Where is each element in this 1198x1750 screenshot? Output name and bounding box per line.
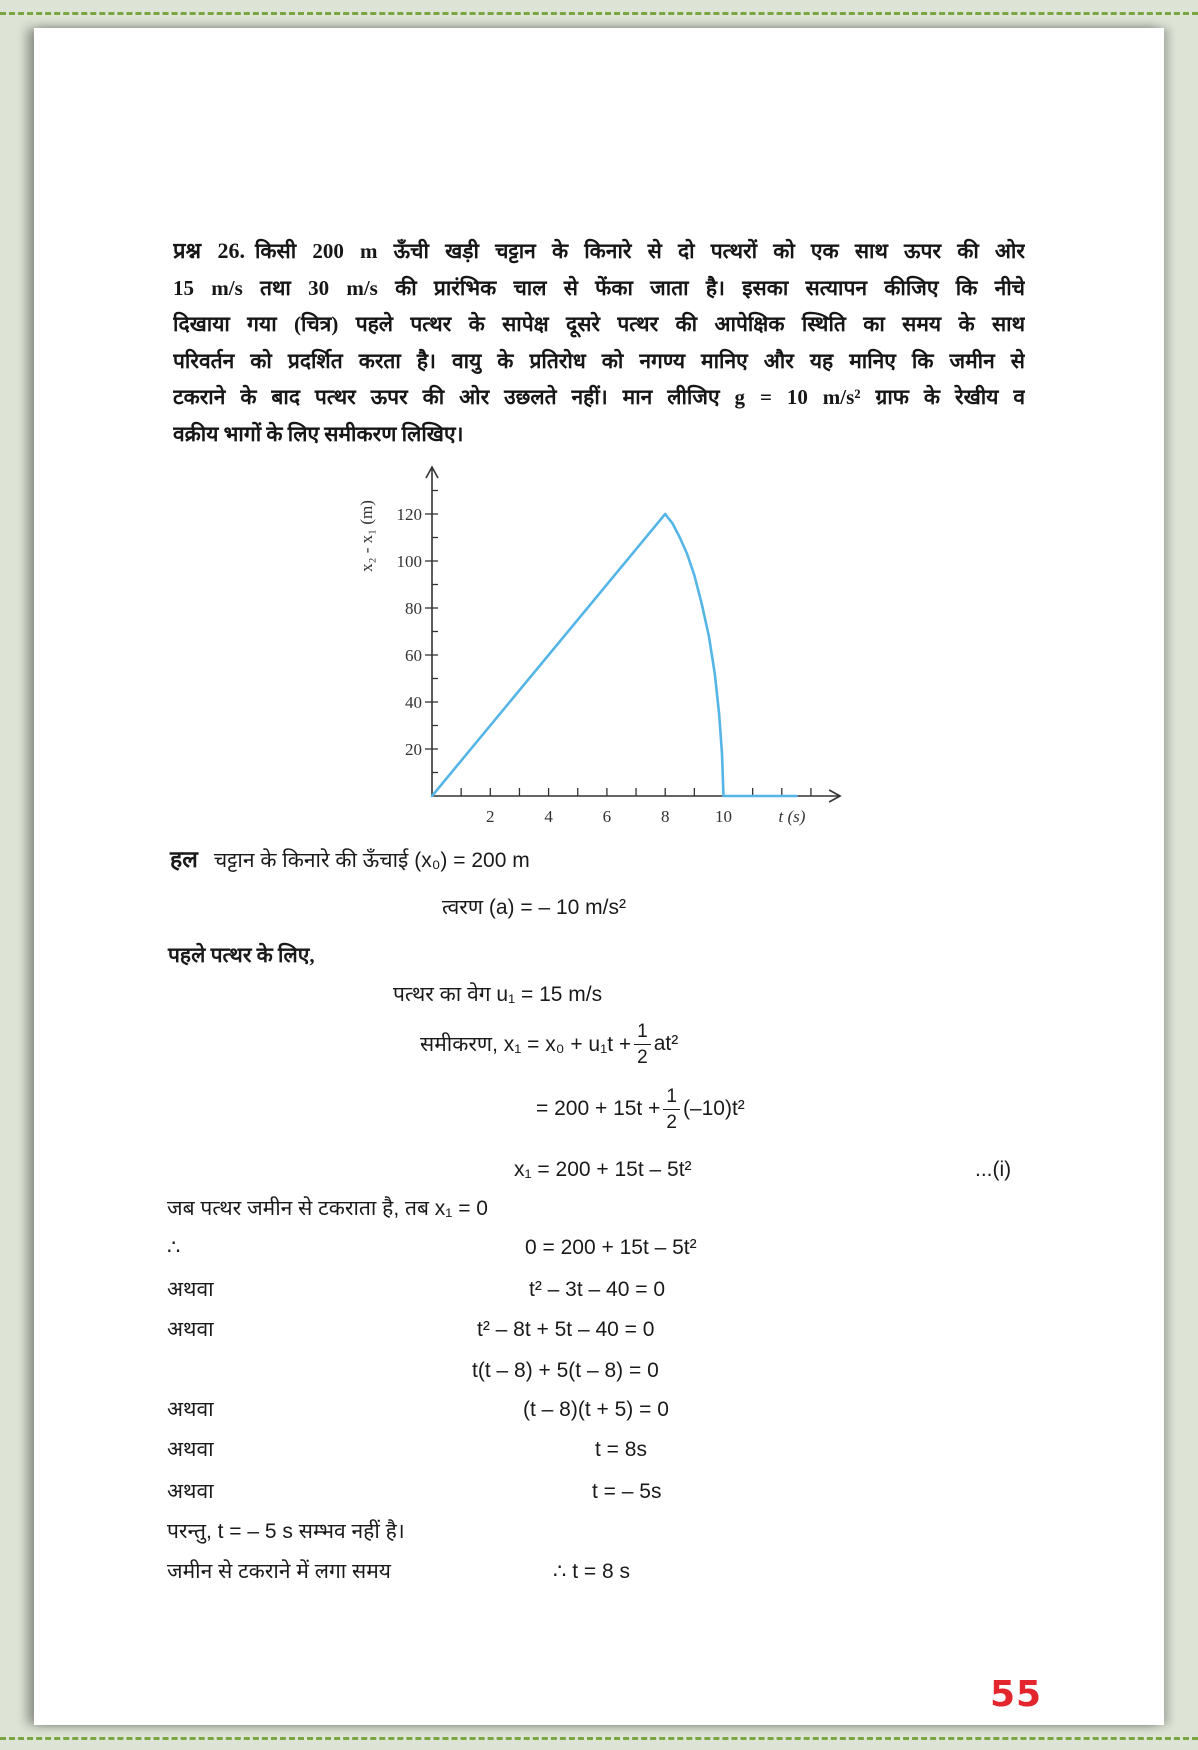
solution-step xyxy=(0,1478,1198,1506)
question-line: दिखाया गया (चित्र) पहले पत्थर के सापेक्ष दूसरे पत्थर की आपेक्षिक स्थिति का समय के साथ xyxy=(173,312,1025,336)
question-line: वक्रीय भागों के लिए समीकरण लिखिए। xyxy=(173,421,464,446)
x-tick-label: 8 xyxy=(660,807,670,826)
y-tick-label: 40 xyxy=(405,693,422,712)
result-equation: x₁ = 200 + 15t – 5t² xyxy=(514,1158,692,1181)
step-prefix: अथवा xyxy=(167,1278,214,1301)
step-expression: t(t – 8) + 5(t – 8) = 0 xyxy=(472,1359,659,1382)
step-expression: t = 8s xyxy=(595,1438,647,1461)
solution-step xyxy=(0,1396,1198,1424)
y-tick-label: 100 xyxy=(396,552,422,571)
solution-step xyxy=(0,1234,1198,1262)
equation-prefix: समीकरण, x₁ = x₀ + u₁t + xyxy=(420,1033,632,1056)
fraction-numerator: 1 xyxy=(663,1084,680,1110)
step-expression: t² – 3t – 40 = 0 xyxy=(529,1278,666,1301)
fraction xyxy=(634,1019,651,1070)
question-text: किसी 200 m ऊँची खड़ी चट्टान के किनारे से दो पत्थरों को एक साथ ऊपर की ओर xyxy=(254,239,1025,263)
y-tick-label: 80 xyxy=(405,599,422,618)
velocity-line: पत्थर का वेग u₁ = 15 m/s xyxy=(393,983,603,1006)
step-prefix: अथवा xyxy=(167,1318,214,1341)
x-tick-label: 4 xyxy=(544,807,553,826)
top-dashed-border xyxy=(0,12,1198,15)
question-block xyxy=(173,233,1025,452)
x-axis-label: t (s) xyxy=(778,807,806,826)
solution-step xyxy=(0,1436,1198,1464)
x-tick-label: 2 xyxy=(486,807,495,826)
rejection-note: परन्तु, t = – 5 s सम्भव नहीं है। xyxy=(167,1520,405,1543)
relative-position-graph xyxy=(340,455,860,840)
first-stone-heading: पहले पत्थर के लिए, xyxy=(168,943,315,967)
x-tick-label: 10 xyxy=(715,807,732,826)
equation-reference: ...(i) xyxy=(975,1158,1012,1181)
question-line: परिवर्तन को प्रदर्शित करता है। वायु के प्रतिरोध को नगण्य मानिए और यह मानिए कि जमीन से xyxy=(173,348,1025,373)
step-expression: 0 = 200 + 15t – 5t² xyxy=(525,1236,697,1259)
solution-step xyxy=(0,1357,1198,1385)
question-line: टकराने के बाद पत्थर ऊपर की ओर उछलते नहीं। मान लीजिए g = 10 m/s² ग्राफ के रेखीय व xyxy=(173,385,1025,409)
bottom-dashed-border xyxy=(0,1737,1198,1740)
step-prefix: अथवा xyxy=(167,1438,214,1461)
x-tick-label: 6 xyxy=(602,807,612,826)
y-tick-label: 120 xyxy=(396,505,422,524)
fraction-denominator: 2 xyxy=(637,1046,648,1068)
cliff-height: चट्टान के किनारे की ऊँचाई (x₀) = 200 m xyxy=(213,849,530,872)
page-number: 55 xyxy=(990,1674,1043,1715)
substitution-line xyxy=(536,1079,745,1139)
substitution-suffix: (–10)t² xyxy=(682,1097,745,1120)
question-label: प्रश्न 26. xyxy=(173,238,245,263)
time-value: ∴ t = 8 s xyxy=(553,1560,630,1583)
question-line xyxy=(173,233,1025,270)
fraction-numerator: 1 xyxy=(634,1019,651,1045)
relative-position-line xyxy=(432,514,796,796)
equation-line xyxy=(420,1014,678,1074)
fraction xyxy=(663,1084,680,1135)
question-line: 15 m/s तथा 30 m/s की प्रारंभिक चाल से फेंका जाता है। इसका सत्यापन कीजिए कि नीचे xyxy=(173,275,1025,300)
substitution-prefix: = 200 + 15t + xyxy=(536,1097,661,1120)
step-expression: t = – 5s xyxy=(592,1480,662,1503)
step-expression: t² – 8t + 5t – 40 = 0 xyxy=(477,1318,655,1341)
y-tick-label: 20 xyxy=(405,740,422,759)
time-label: जमीन से टकराने में लगा समय xyxy=(167,1560,391,1583)
step-prefix: अथवा xyxy=(167,1480,214,1503)
equation-suffix: at² xyxy=(653,1032,679,1055)
solution-intro xyxy=(170,846,530,875)
step-prefix: ∴ xyxy=(167,1236,181,1259)
acceleration-line: त्वरण (a) = – 10 m/s² xyxy=(442,896,626,919)
ground-hit-condition: जब पत्थर जमीन से टकराता है, तब x₁ = 0 xyxy=(167,1197,488,1220)
step-prefix: अथवा xyxy=(167,1398,214,1421)
fraction-denominator: 2 xyxy=(666,1111,677,1133)
y-axis-label: x₂ - x₁ (m) xyxy=(357,500,376,572)
y-tick-label: 60 xyxy=(405,646,422,665)
solution-label: हल xyxy=(170,847,198,872)
solution-step xyxy=(0,1276,1198,1304)
solution-step xyxy=(0,1316,1198,1344)
step-expression: (t – 8)(t + 5) = 0 xyxy=(523,1398,669,1421)
